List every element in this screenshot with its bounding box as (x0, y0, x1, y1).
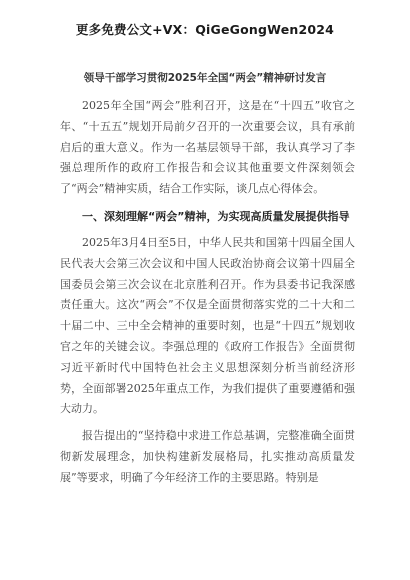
promo-banner: 更多免费公文+VX：QiGeGongWen2024 (75, 22, 335, 37)
document-title: 领导干部学习贯彻2025年全国“两会”精神研讨发言 (83, 72, 327, 84)
document-body (60, 96, 355, 495)
body-paragraph: 报告提出的“坚持稳中求进工作总基调，完整准确全面贯彻新发展理念，加快构建新发展格局，扎实推动高质量发展”等要求，明确了今年经济工作的主要思路。特别是 (60, 429, 355, 484)
body-paragraph: 2025年3月4日至5日，中华人民共和国第十四届全国人民代表大会第三次会议和中国人民政治协商会议第十四届全国委员会第三次会议在北京胜利召开。作为县委书记我深感责任重大。这次“两会”不仅是全面贯彻落实党的二十大和二十届二中、三中全会精神的重要时刻，也是“十四五”规划收官之年的关键会议。李强总理的《政府工作报告》全面贯彻习近平新时代中国特色社会主义思想深刻分析当前经济形势，全面部署2025年重点工作，为我们提供了重要遵循和强大动力。 (60, 235, 355, 416)
section-heading: 一、深刻理解“两会”精神，为实现高质量发展提供指导 (82, 209, 350, 223)
body-paragraph: 2025年全国“两会”胜利召开，这是在“十四五”收官之年、“十五五”规划开局前夕召开的一次重要会议，具有承前启后的重大意义。作为一名基层领导干部，我认真学习了李强总理所作的政府工作报告和会议其他重要文件深刻领会了“两会”精神实质，结合工作实际，谈几点心得体会。 (60, 99, 355, 196)
